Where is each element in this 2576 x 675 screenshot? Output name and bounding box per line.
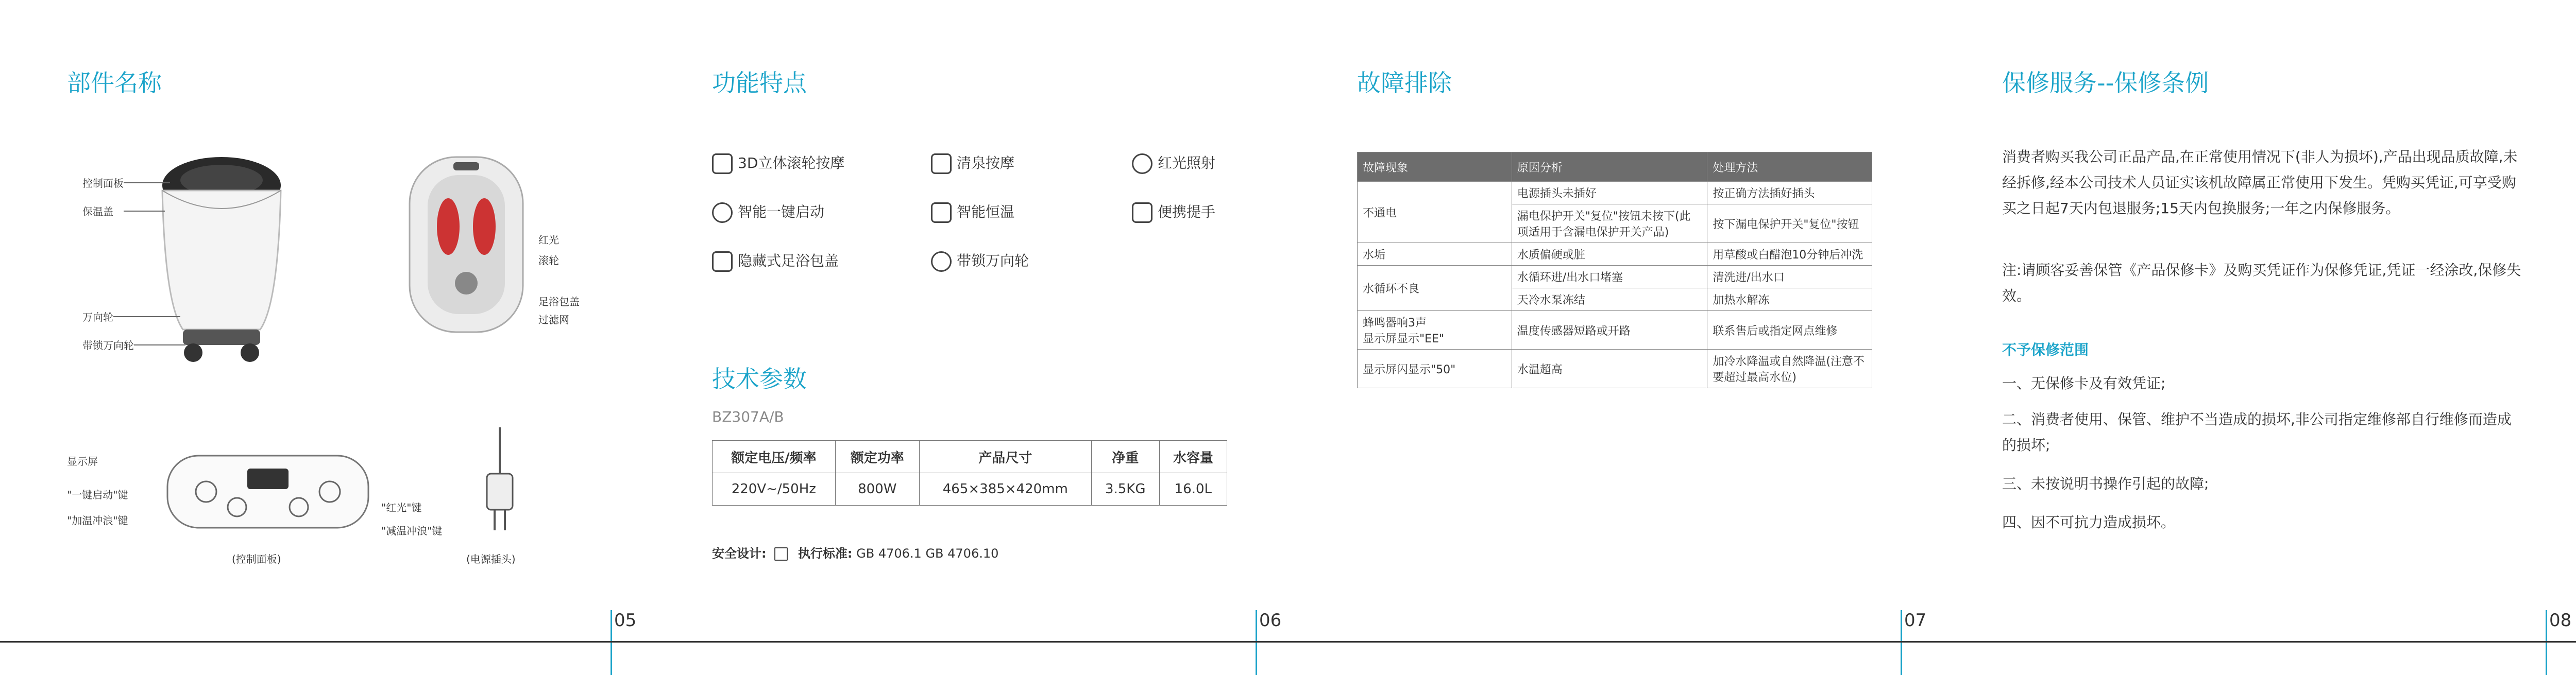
leader-line bbox=[124, 182, 170, 183]
panel-parts bbox=[0, 0, 645, 675]
standard-value: GB 4706.1 GB 4706.10 bbox=[856, 546, 999, 561]
safety-label: 安全设计: bbox=[712, 546, 767, 561]
panel-features bbox=[645, 0, 1290, 675]
fault-header: 故障现象 bbox=[1358, 152, 1512, 182]
label-display: 显示屏 bbox=[67, 455, 98, 468]
panel-faults bbox=[1290, 0, 1935, 675]
safety-line bbox=[712, 538, 998, 569]
fault-cause: 天冷水泵冻结 bbox=[1512, 288, 1707, 311]
label-filter: 过滤网 bbox=[538, 314, 569, 326]
panel-warranty bbox=[1935, 0, 2576, 675]
roller-icon bbox=[712, 153, 733, 174]
warranty-paragraph: 消费者购买我公司正品产品,在正常使用情况下(非人为损坏),产品出现品质故障,未经拆修,经本公司技术人员证实该机故障属正常使用下发生。凭购买凭证,可享受购买之日起7天内包退服务;15天内包换服务;一年之内保修服务。 bbox=[2002, 148, 2518, 217]
fault-symptom: 蜂鸣器响3声 显示屏显示"EE" bbox=[1358, 311, 1512, 350]
spec-header: 额定功率 bbox=[835, 441, 919, 473]
fault-header: 原因分析 bbox=[1512, 152, 1707, 182]
feature-item: 智能一键启动 bbox=[712, 201, 824, 223]
label-red-key: "红光"键 bbox=[381, 501, 422, 514]
spec-value: 3.5KG bbox=[1091, 473, 1159, 506]
page-marker bbox=[1256, 610, 1257, 675]
power-icon bbox=[712, 202, 733, 223]
fault-fix: 按正确方法插好插头 bbox=[1707, 182, 1872, 204]
page-marker bbox=[2546, 610, 2547, 675]
label-temp-key: "减温冲浪"键 bbox=[381, 525, 443, 537]
parts-title: 部件名称 bbox=[67, 69, 162, 97]
label-roller: 滚轮 bbox=[538, 254, 559, 267]
fault-cause: 电源插头未插好 bbox=[1512, 182, 1707, 204]
exclusion-item: 一、无保修卡及有效凭证; bbox=[2002, 375, 2166, 392]
page-number: 06 bbox=[1259, 610, 1282, 631]
footbath-side-illustration bbox=[155, 149, 289, 366]
control-panel-illustration bbox=[165, 453, 371, 530]
label-handle-wheel: 带锁万向轮 bbox=[82, 339, 134, 352]
label-one-key: "一键启动"键 bbox=[67, 489, 128, 501]
red-light-icon bbox=[1132, 153, 1153, 174]
exclusion-item: 三、未按说明书操作引起的故障; bbox=[2002, 475, 2209, 492]
feature-item: 智能恒温 bbox=[931, 201, 1014, 223]
warranty-note: 注:请顾客妥善保管《产品保修卡》及购买凭证作为保修凭证,凭证一经涂改,保修失效。 bbox=[2002, 262, 2521, 304]
exclusion-title: 不予保修范围 bbox=[2002, 341, 2089, 358]
leader-line bbox=[124, 211, 165, 212]
handle-icon bbox=[1132, 202, 1153, 223]
exclusion-item: 二、消费者使用、保管、维护不当造成的损坏,非公司指定维修部自行维修而造成的损坏; bbox=[2002, 411, 2512, 454]
spec-value: 465×385×420mm bbox=[919, 473, 1091, 506]
feature-item: 3D立体滚轮按摩 bbox=[712, 152, 844, 174]
spec-value: 220V~/50Hz bbox=[713, 473, 836, 506]
cover-icon bbox=[712, 251, 733, 272]
fault-cause: 水温超高 bbox=[1512, 350, 1707, 388]
faults-title: 故障排除 bbox=[1357, 69, 1452, 97]
label-foot-bag: 足浴包盖 bbox=[538, 296, 580, 308]
fault-fix: 清洗进/出水口 bbox=[1707, 266, 1872, 288]
panel-caption: (控制面板) bbox=[232, 553, 281, 565]
model-number: BZ307A/B bbox=[712, 408, 784, 425]
spring-icon bbox=[931, 153, 952, 174]
spec-table bbox=[712, 440, 1227, 506]
leader-line bbox=[113, 316, 180, 317]
fault-cause: 温度传感器短路或开路 bbox=[1512, 311, 1707, 350]
spec-header: 水容量 bbox=[1159, 441, 1227, 473]
page-marker bbox=[1901, 610, 1902, 675]
exclusion-item: 四、因不可抗力造成损坏。 bbox=[2002, 514, 2176, 531]
fault-fix: 加冷水降温或自然降温(注意不要超过最高水位) bbox=[1707, 350, 1872, 388]
fault-symptom: 显示屏闪显示"50" bbox=[1358, 350, 1512, 388]
page-number: 05 bbox=[614, 610, 637, 631]
feature-item: 隐藏式足浴包盖 bbox=[712, 250, 839, 272]
fault-table bbox=[1357, 152, 1872, 388]
page-marker bbox=[611, 610, 612, 675]
wheel-icon bbox=[931, 251, 952, 272]
spec-header: 额定电压/频率 bbox=[713, 441, 836, 473]
label-heat-key: "加温冲浪"键 bbox=[67, 514, 128, 527]
warranty-title: 保修服务--保修条例 bbox=[2002, 69, 2209, 97]
thermometer-icon bbox=[931, 202, 952, 223]
feature-item: 便携提手 bbox=[1132, 201, 1215, 223]
fault-fix: 加热水解冻 bbox=[1707, 288, 1872, 311]
page-number: 08 bbox=[2549, 610, 2572, 631]
fault-cause: 漏电保护开关"复位"按钮未按下(此项适用于含漏电保护开关产品) bbox=[1512, 204, 1707, 243]
label-control-panel: 控制面板 bbox=[82, 177, 124, 189]
standard-label: 执行标准: bbox=[798, 546, 853, 561]
plug-icon bbox=[477, 427, 523, 541]
leader-line bbox=[134, 344, 185, 345]
feature-item: 红光照射 bbox=[1132, 152, 1215, 174]
label-red-light: 红光 bbox=[538, 234, 559, 246]
label-direction-wheel: 万向轮 bbox=[82, 311, 113, 323]
page-number: 07 bbox=[1904, 610, 1927, 631]
footbath-top-illustration bbox=[407, 154, 526, 335]
spec-value: 800W bbox=[835, 473, 919, 506]
spec-value: 16.0L bbox=[1159, 473, 1227, 506]
fault-cause: 水质偏硬或脏 bbox=[1512, 243, 1707, 266]
label-protect-cover: 保温盖 bbox=[82, 205, 113, 218]
spec-header: 产品尺寸 bbox=[919, 441, 1091, 473]
fault-cause: 水循环进/出水口堵塞 bbox=[1512, 266, 1707, 288]
fault-symptom: 水循环不良 bbox=[1358, 266, 1512, 311]
fault-fix: 按下漏电保护开关"复位"按钮 bbox=[1707, 204, 1872, 243]
feature-item: 带锁万向轮 bbox=[931, 250, 1029, 272]
spec-header: 净重 bbox=[1091, 441, 1159, 473]
fault-header: 处理方法 bbox=[1707, 152, 1872, 182]
feature-item: 清泉按摩 bbox=[931, 152, 1014, 174]
fault-symptom: 水垢 bbox=[1358, 243, 1512, 266]
fault-symptom: 不通电 bbox=[1358, 182, 1512, 243]
class-ii-icon bbox=[774, 547, 788, 561]
bottom-rule bbox=[0, 641, 2576, 643]
features-title: 功能特点 bbox=[712, 69, 807, 97]
tech-title: 技术参数 bbox=[712, 365, 807, 393]
fault-fix: 用草酸或白醋泡10分钟后冲洗 bbox=[1707, 243, 1872, 266]
fault-fix: 联系售后或指定网点维修 bbox=[1707, 311, 1872, 350]
plug-caption: (电源插头) bbox=[466, 553, 516, 565]
